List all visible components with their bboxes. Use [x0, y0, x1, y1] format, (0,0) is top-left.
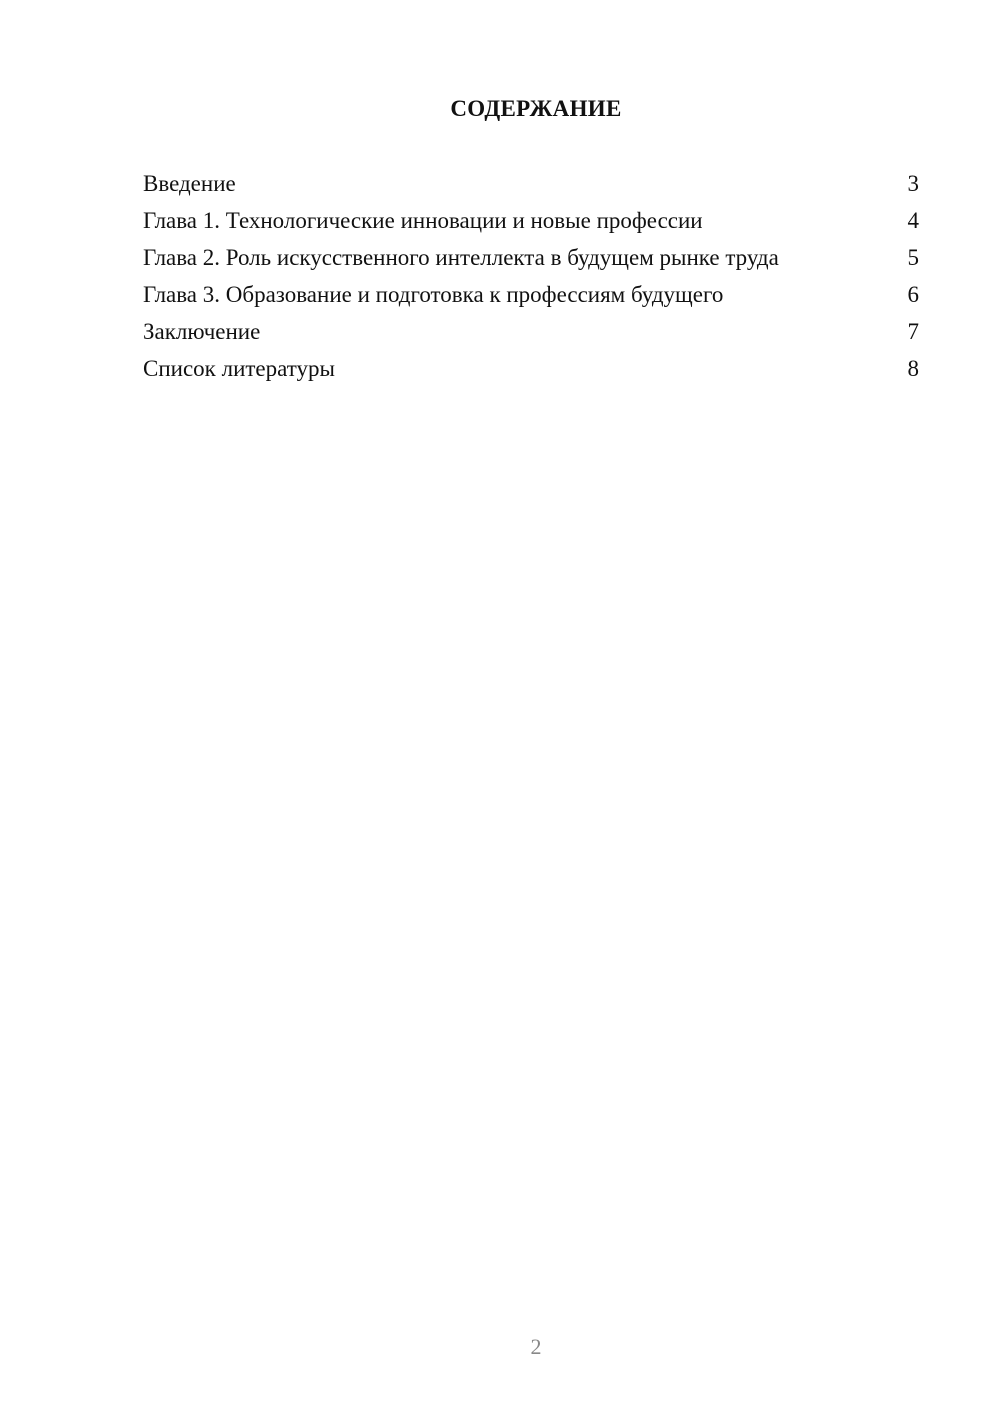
toc-item-page: 4 — [907, 208, 919, 233]
table-of-contents — [143, 171, 919, 393]
toc-item-label: Глава 2. Роль искусственного интеллекта в будущем рынке труда — [143, 245, 779, 270]
toc-item-label: Заключение — [143, 319, 261, 344]
toc-item-page: 3 — [907, 171, 919, 196]
toc-item-page: 8 — [907, 356, 919, 381]
toc-item-chapter-2[interactable] — [143, 245, 919, 271]
toc-item-label: Введение — [143, 171, 236, 196]
toc-item-conclusion[interactable] — [143, 319, 919, 345]
toc-item-page: 6 — [907, 282, 919, 307]
toc-item-introduction[interactable] — [143, 171, 919, 197]
toc-item-chapter-1[interactable] — [143, 208, 919, 234]
toc-item-chapter-3[interactable] — [143, 282, 919, 308]
toc-title: СОДЕРЖАНИЕ — [450, 96, 622, 121]
page-number: 2 — [530, 1334, 542, 1359]
toc-item-label: Глава 3. Образование и подготовка к профессиям будущего — [143, 282, 724, 307]
toc-item-page: 5 — [907, 245, 919, 270]
toc-item-label: Список литературы — [143, 356, 335, 381]
toc-item-page: 7 — [907, 319, 919, 344]
toc-item-label: Глава 1. Технологические инновации и новые профессии — [143, 208, 703, 233]
toc-item-references[interactable] — [143, 356, 919, 382]
